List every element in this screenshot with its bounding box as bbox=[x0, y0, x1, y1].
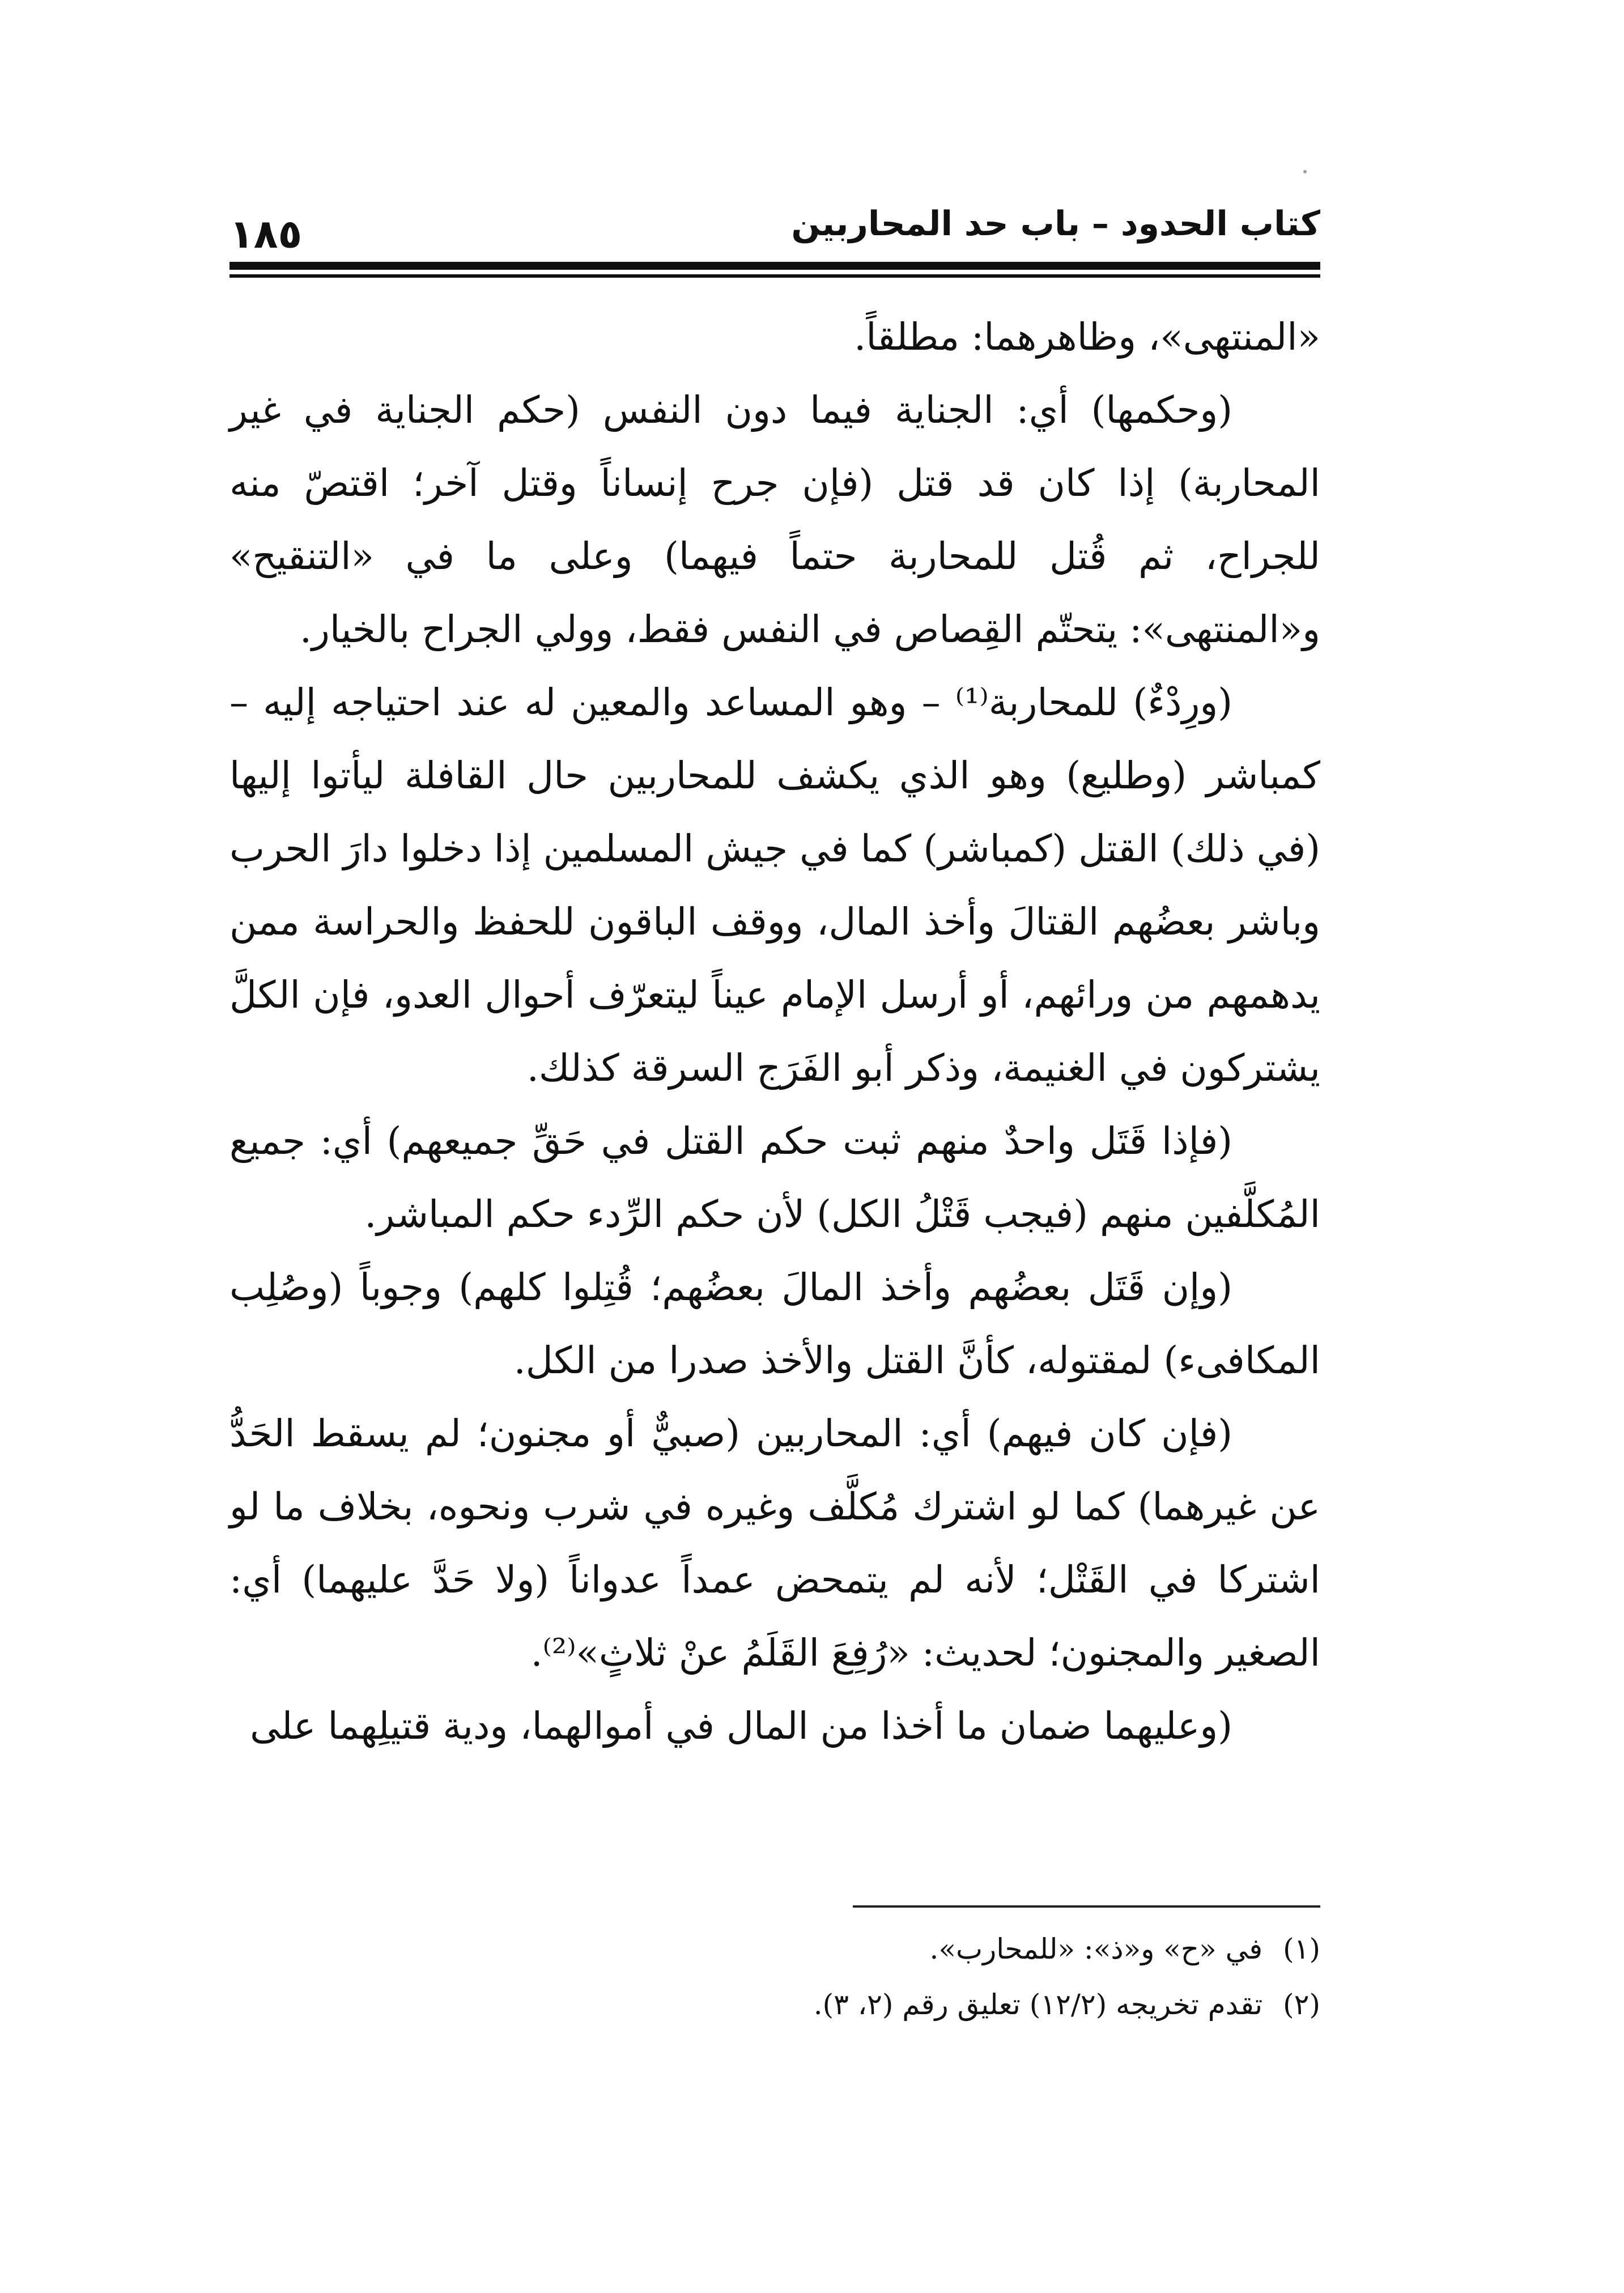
footnote-text: تقدم تخريجه (١٢/٢) تعليق رقم (٢، ٣). bbox=[813, 1988, 1263, 2021]
header-rule-thick bbox=[229, 262, 1320, 270]
paragraph: (فإذا قَتَل واحدٌ منهم ثبت حكم القتل في حَقِّ جميعهم) أي: جميع المُكلَّفين منهم (فيجب قَتْلُ الكل) لأن حكم الرِّدء حكم المباشر. bbox=[229, 1119, 1320, 1236]
footnote-text: في «ح» و«ذ»: «للمحارب». bbox=[929, 1933, 1263, 1965]
footnote-separator bbox=[853, 1905, 1320, 1908]
header-rule-thin bbox=[229, 274, 1320, 278]
paragraph: (وإن قَتَل بعضُهم وأخذ المالَ بعضُهم؛ قُتِلوا كلهم) وجوباً (وصُلِب المكافىء) لمقتوله، كأنَّ القتل والأخذ صدرا من الكل. bbox=[229, 1266, 1320, 1382]
footnote bbox=[229, 1921, 1320, 1977]
footnote-number: (١) bbox=[1283, 1933, 1320, 1965]
header-title: كتاب الحدود – باب حد المحاربين bbox=[791, 204, 1320, 244]
paragraph: (وحكمها) أي: الجناية فيما دون النفس (حكم الجناية في غير المحاربة) إذا كان قد قتل (فإن جرح إنساناً وقتل آخر؛ اقتصّ منه للجراح، ثم قُتل للمحاربة حتماً فيهما) وعلى ما في «التنقيح» و«المنتهى»: يتحتّم القِصاص في النفس فقط، وولي الجراح بالخيار. bbox=[229, 388, 1320, 651]
header-rule bbox=[229, 262, 1320, 280]
paragraph: (فإن كان فيهم) أي: المحاربين (صبيٌّ أو مجنون؛ لم يسقط الحَدُّ عن غيرهما) كما لو اشترك مُكلَّف وغيره في شرب ونحوه، بخلاف ما لو اشتركا في القَتْل؛ لأنه لم يتمحض عمداً عدواناً (ولا حَدَّ عليهما) أي: الصغير والمجنون؛ لحديث: «رُفِعَ القَلَمُ عنْ ثلاثٍ»⁽²⁾. bbox=[229, 1412, 1320, 1675]
paragraph: (وعليهما ضمان ما أخذا من المال في أموالهما، ودية قتيلِهما على bbox=[250, 1704, 1232, 1748]
page-number: ١٨٥ bbox=[229, 211, 303, 257]
footnotes bbox=[229, 1921, 1320, 2032]
footnote bbox=[229, 1977, 1320, 2032]
margin-mark bbox=[1303, 170, 1307, 173]
body-text bbox=[229, 300, 1320, 1763]
paragraph: «المنتهى»، وظاهرهما: مطلقاً. bbox=[854, 315, 1320, 359]
footnote-number: (٢) bbox=[1283, 1988, 1320, 2021]
paragraph: (ورِدْءٌ) للمحاربة⁽¹⁾ – وهو المساعد والمعين له عند احتياجه إليه – كمباشر (وطليع) وهو الذي يكشف للمحاربين حال القافلة ليأتوا إليها (في ذلك) القتل (كمباشر) كما في جيش المسلمين إذا دخلوا دارَ الحرب وباشر بعضُهم القتالَ وأخذ المال، ووقف الباقون للحفظ والحراسة ممن يدهمهم من ورائهم، أو أرسل الإمام عيناً ليتعرّف أحوال العدو، فإن الكلَّ يشتركون في الغنيمة، وذكر أبو الفَرَج السرقة كذلك. bbox=[229, 681, 1320, 1090]
running-header bbox=[229, 187, 1320, 261]
